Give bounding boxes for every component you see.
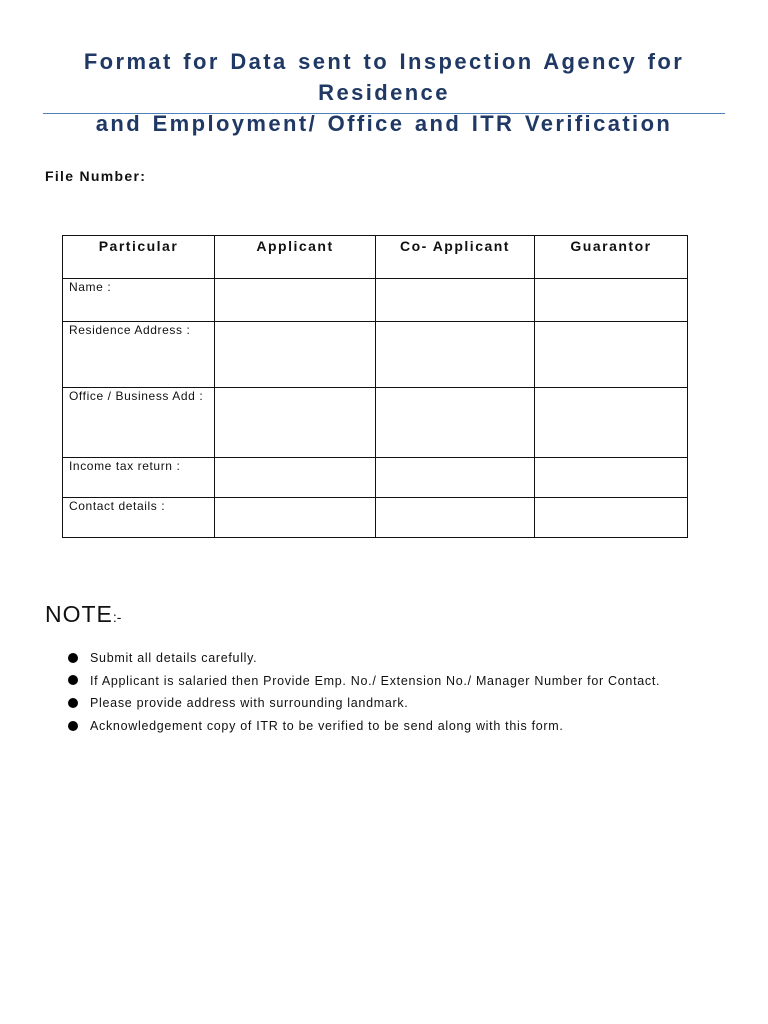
note-item xyxy=(68,671,660,694)
row-label-name: Name : xyxy=(63,279,215,322)
document-title xyxy=(40,46,728,139)
cell-name-applicant[interactable] xyxy=(215,279,376,322)
header-guarantor: Guarantor xyxy=(535,236,688,279)
cell-office-co-applicant[interactable] xyxy=(376,388,535,458)
table-row-contact-details xyxy=(63,498,688,538)
table-row-residence-address xyxy=(63,322,688,388)
row-label-office-address: Office / Business Add : xyxy=(63,388,215,458)
cell-contact-co-applicant[interactable] xyxy=(376,498,535,538)
bullet-icon xyxy=(68,721,78,731)
note-item xyxy=(68,648,660,671)
cell-name-guarantor[interactable] xyxy=(535,279,688,322)
note-item-text: Submit all details carefully. xyxy=(90,651,258,665)
note-item-text: If Applicant is salaried then Provide Emp. No./ Extension No./ Manager Number for Contact. xyxy=(90,673,661,688)
note-heading-text: NOTE xyxy=(45,601,113,627)
cell-itr-applicant[interactable] xyxy=(215,458,376,498)
table-row-name xyxy=(63,279,688,322)
table-row-office-address xyxy=(63,388,688,458)
header-co-applicant: Co- Applicant xyxy=(376,236,535,279)
cell-residence-applicant[interactable] xyxy=(215,322,376,388)
cell-itr-guarantor[interactable] xyxy=(535,458,688,498)
note-item-text: Acknowledgement copy of ITR to be verified to be send along with this form. xyxy=(90,719,564,734)
cell-name-co-applicant[interactable] xyxy=(376,279,535,322)
cell-contact-applicant[interactable] xyxy=(215,498,376,538)
cell-residence-co-applicant[interactable] xyxy=(376,322,535,388)
cell-office-applicant[interactable] xyxy=(215,388,376,458)
bullet-icon xyxy=(68,698,78,708)
cell-itr-co-applicant[interactable] xyxy=(376,458,535,498)
note-list xyxy=(68,648,660,739)
note-item xyxy=(68,693,660,716)
note-item-text: Please provide address with surrounding landmark. xyxy=(90,696,409,711)
title-divider xyxy=(43,113,725,114)
note-item xyxy=(68,716,660,739)
row-label-income-tax-return: Income tax return : xyxy=(63,458,215,498)
note-heading-suffix: :- xyxy=(112,609,122,625)
verification-table xyxy=(62,235,688,538)
bullet-icon xyxy=(68,653,78,663)
header-particular: Particular xyxy=(63,236,215,279)
table-header-row xyxy=(63,236,688,279)
row-label-contact-details: Contact details : xyxy=(63,498,215,538)
cell-office-guarantor[interactable] xyxy=(535,388,688,458)
table-row-income-tax-return xyxy=(63,458,688,498)
note-heading xyxy=(45,601,121,628)
header-applicant: Applicant xyxy=(215,236,376,279)
file-number-label: File Number: xyxy=(45,168,147,184)
cell-residence-guarantor[interactable] xyxy=(535,322,688,388)
document-title-line-2: and Employment/ Office and ITR Verification xyxy=(95,111,673,136)
cell-contact-guarantor[interactable] xyxy=(535,498,688,538)
document-title-line-1: Format for Data sent to Inspection Agency for Residence xyxy=(83,49,685,105)
bullet-icon xyxy=(68,675,78,685)
row-label-residence-address: Residence Address : xyxy=(63,322,215,388)
